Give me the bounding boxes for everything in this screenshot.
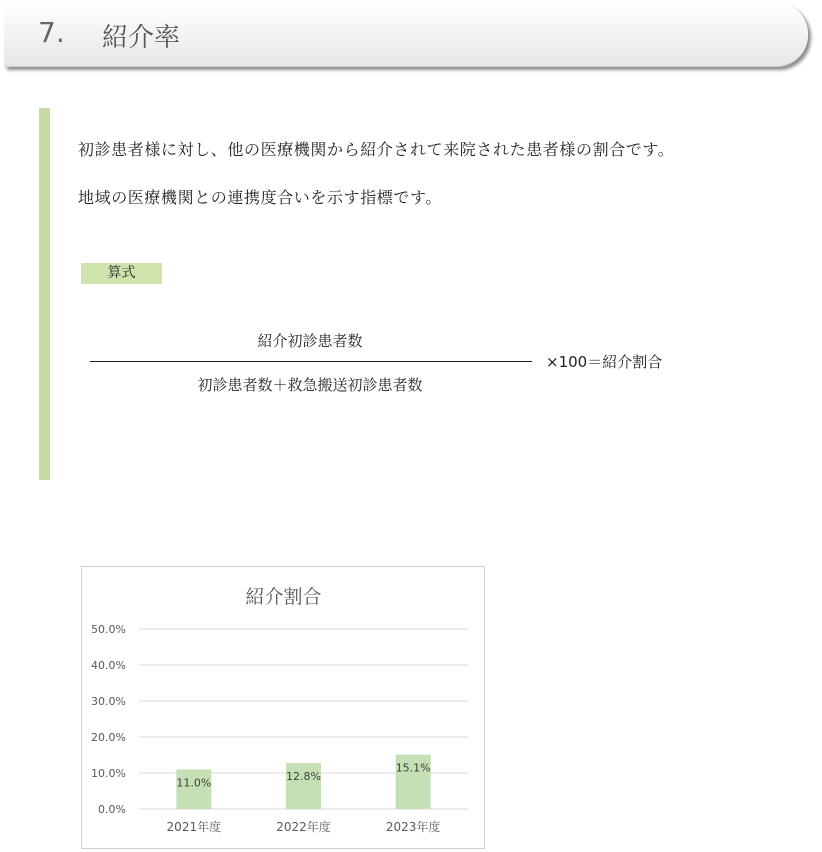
formula-multiplier: ×100＝紹介割合 (546, 353, 663, 371)
data-label: 15.1% (395, 761, 431, 775)
x-tick-label: 2021年度 (166, 820, 222, 834)
description-line-1: 初診患者様に対し、他の医療機関から紹介されて来院された患者様の割合です。 (78, 140, 675, 159)
formula-numerator: 紹介初診患者数 (257, 332, 363, 350)
y-tick-label: 10.0% (91, 767, 126, 780)
formula-denominator: 初診患者数＋救急搬送初診患者数 (197, 376, 423, 394)
chart-title: 紹介割合 (245, 586, 322, 608)
x-tick-label: 2022年度 (276, 820, 331, 834)
accent-bar (39, 108, 50, 480)
formula-label: 算式 (81, 263, 162, 284)
y-tick-label: 30.0% (91, 695, 126, 708)
chart-svg (82, 567, 484, 848)
section-title: 紹介率 (102, 23, 181, 53)
section-header (4, 2, 808, 67)
data-label: 12.8% (286, 769, 321, 783)
y-tick-label: 0.0% (98, 803, 126, 816)
x-tick-label: 2023年度 (385, 820, 441, 834)
description-line-2: 地域の医療機関との連携度合いを示す指標です。 (78, 188, 442, 207)
section-number: 7. (38, 16, 65, 49)
y-tick-label: 40.0% (91, 659, 126, 672)
fraction-line (90, 361, 532, 362)
referral-rate-chart (81, 566, 485, 849)
y-tick-label: 20.0% (91, 731, 126, 744)
y-tick-label: 50.0% (91, 623, 126, 636)
data-label: 11.0% (176, 776, 212, 790)
